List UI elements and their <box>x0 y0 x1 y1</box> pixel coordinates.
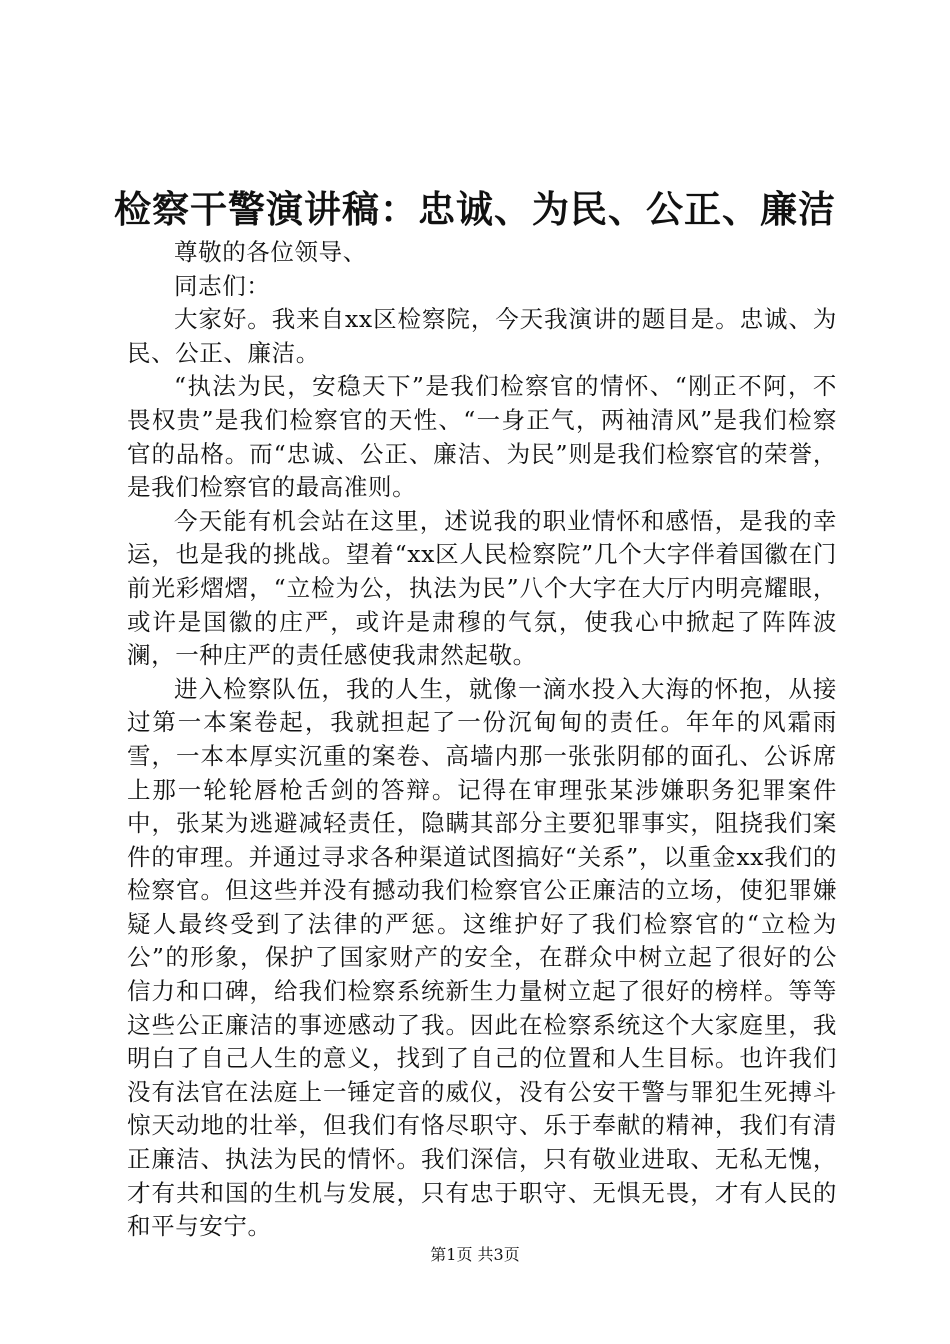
salutation-line-2: 同志们： <box>174 271 271 300</box>
salutation-line-1: 尊敬的各位领导、 <box>174 238 367 266</box>
page-footer: 第1页 共3页 <box>430 1245 520 1264</box>
paragraph-opportunity: 今天能有机会站在这里，述说我的职业情怀和感悟，是我的幸运，也是我的挑战。望着“xx区人民检察院”几个大字伴着国徽在门前光彩熠熠，“立检为公，执法为民”八个大字在大厅内明亮耀眼，或许是国徽的庄严，或许是肃穆的气氛，使我心中掀起了阵阵波澜，一种庄严的责任感使我肃然起敬。 <box>127 506 837 670</box>
document-body <box>127 236 837 1244</box>
paragraph-career: 进入检察队伍，我的人生，就像一滴水投入大海的怀抱，从接过第一本案卷起，我就担起了一份沉甸甸的责任。年年的风霜雨雪，一本本厚实沉重的案卷、高墙内那一张张阴郁的面孔、公诉席上那一轮轮唇枪舌剑的答辩。记得在审理张某涉嫌职务犯罪案件中，张某为逃避减轻责任，隐瞒其部分主要犯罪事实，阻挠我们案件的审理。并通过寻求各种渠道试图搞好“关系”，以重金xx我们的检察官。但这些并没有撼动我们检察官公正廉洁的立场，使犯罪嫌疑人最终受到了法律的严惩。这维护好了我们检察官的“立检为公”的形象，保护了国家财产的安全，在群众中树立起了很好的公信力和口碑，给我们检察系统新生力量树立起了很好的榜样。等等这些公正廉洁的事迹感动了我。因此在检察系统这个大家庭里，我明白了自己人生的意义，找到了自己的位置和人生目标。也许我们没有法官在法庭上一锤定音的威仪，没有公安干警与罪犯生死搏斗惊天动地的壮举，但我们有恪尽职守、乐于奉献的精神，我们有清正廉洁、执法为民的情怀。我们深信，只有敬业进取、无私无愧，才有共和国的生机与发展，只有忠于职守、无惧无畏，才有人民的和平与安宁。 <box>127 674 837 1241</box>
paragraph-greeting: 大家好。我来自xx区检察院，今天我演讲的题目是。忠诚、为民、公正、廉洁。 <box>127 305 837 367</box>
paragraph-values: “执法为民，安稳天下”是我们检察官的情怀、“刚正不阿，不畏权贵”是我们检察官的天性、“一身正气，两袖清风”是我们检察官的品格。而“忠诚、公正、廉洁、为民”则是我们检察官的荣誉，是我们检察官的最高准则。 <box>127 372 837 502</box>
document-title: 检察干警演讲稿：忠诚、为民、公正、廉洁 <box>114 187 836 231</box>
